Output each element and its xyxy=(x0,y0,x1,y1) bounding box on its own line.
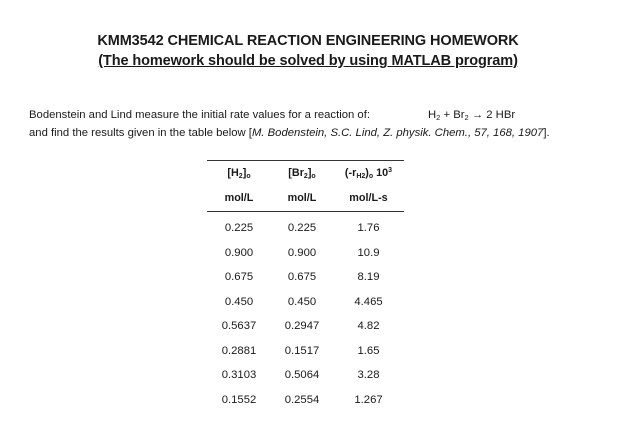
reference-citation: M. Bodenstein, S.C. Lind, Z. physik. Chem., 57, 168, 1907 xyxy=(251,127,544,139)
unit-br2: mol/L xyxy=(271,185,333,212)
cell-rate: 3.28 xyxy=(357,369,380,382)
cell-br2: 0.675 xyxy=(287,271,317,284)
cell-br2: 0.900 xyxy=(287,246,317,259)
cell-h2: 0.450 xyxy=(224,295,254,308)
table-row xyxy=(207,388,404,413)
table-row xyxy=(207,363,404,388)
unit-rate: mol/L-s xyxy=(333,185,404,212)
table-row xyxy=(207,314,404,339)
table-row xyxy=(207,265,404,290)
cell-rate: 1.267 xyxy=(354,393,383,406)
cell-rate: 4.465 xyxy=(354,295,383,308)
header-h2-concentration: $[H_2]_o$ xyxy=(207,161,271,186)
cell-rate: 1.65 xyxy=(357,344,380,357)
cell-br2: 0.2554 xyxy=(284,393,320,406)
cell-br2: 0.2947 xyxy=(284,320,320,333)
table-row xyxy=(207,290,404,315)
table-row xyxy=(207,339,404,364)
cell-h2: 0.2881 xyxy=(221,344,257,357)
table-header-row xyxy=(207,161,404,186)
cell-h2: 0.675 xyxy=(224,271,254,284)
cell-h2: 0.3103 xyxy=(221,369,257,382)
cell-br2: 0.1517 xyxy=(284,344,320,357)
header-br2-concentration: $[Br_2]_o$ xyxy=(271,161,333,186)
intro-line-2: and find the results given in the table below [M. Bodenstein, S.C. Lind, Z. physik. Chem., 57, 168, 1907]. xyxy=(29,127,550,139)
cell-h2: 0.225 xyxy=(224,222,254,235)
cell-h2: 0.1552 xyxy=(221,393,257,406)
cell-h2: 0.5637 xyxy=(221,320,257,333)
table-row xyxy=(207,241,404,266)
cell-rate: 10.9 xyxy=(357,246,380,259)
cell-rate: 8.19 xyxy=(357,271,380,284)
homework-subtitle: (The homework should be solved by using MATLAB program) xyxy=(98,53,518,69)
homework-title: KMM3542 CHEMICAL REACTION ENGINEERING HOMEWORK xyxy=(97,33,519,49)
cell-br2: 0.225 xyxy=(287,222,317,235)
table-row xyxy=(207,212,404,241)
cell-rate: 1.76 xyxy=(357,222,380,235)
cell-rate: 4.82 xyxy=(357,320,380,333)
reaction-equation: $H_2 + Br_2 \to 2$ HBr xyxy=(428,109,516,122)
unit-h2: mol/L xyxy=(207,185,271,212)
table-units-row xyxy=(207,185,404,212)
cell-h2: 0.900 xyxy=(224,246,254,259)
rate-data-table xyxy=(207,160,404,412)
cell-br2: 0.5064 xyxy=(284,369,320,382)
intro-line-1: Bodenstein and Lind measure the initial rate values for a reaction of: xyxy=(29,109,370,121)
header-initial-rate: $(-r_{H2})_o$ $10^3$ xyxy=(333,161,404,186)
cell-br2: 0.450 xyxy=(287,295,317,308)
